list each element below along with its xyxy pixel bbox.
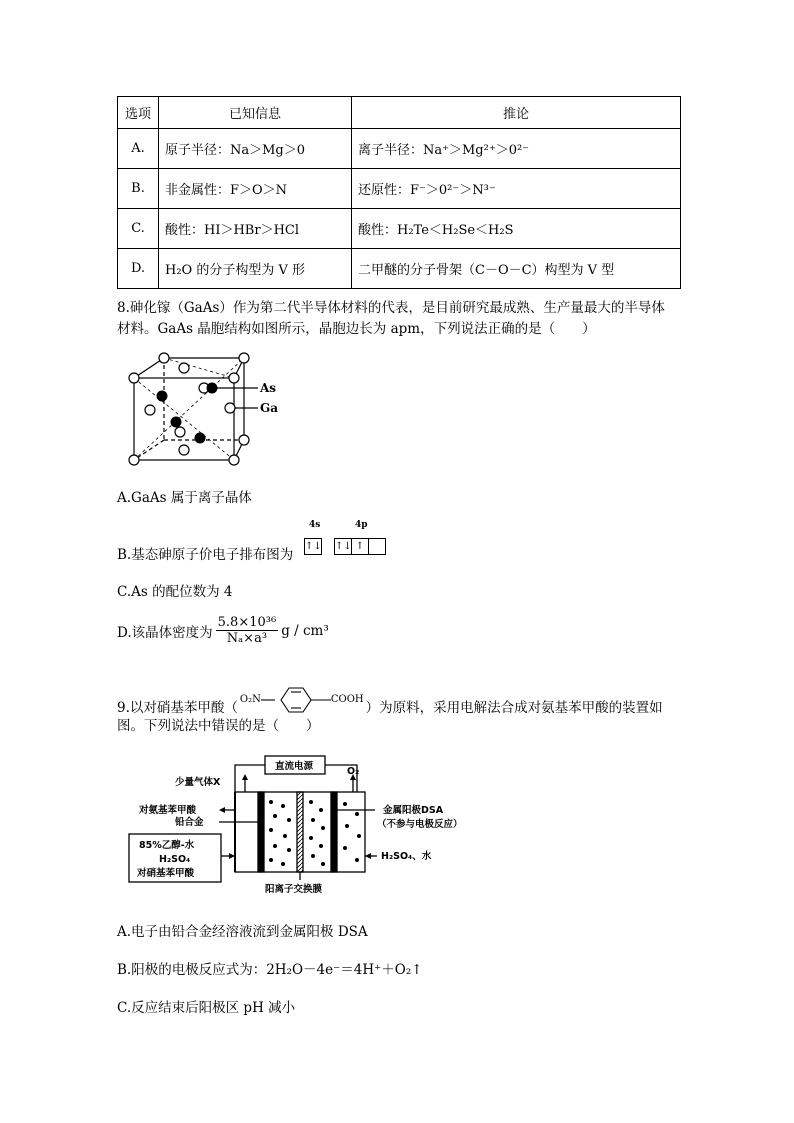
ga-atom	[179, 445, 189, 455]
label-gas-x: 少量气体X	[175, 777, 221, 788]
row-info: 酸性：HI＞HBr＞HCl	[159, 209, 352, 249]
label-anode-note: （不参与电极反应）	[377, 819, 463, 830]
table-row	[118, 169, 681, 209]
option-d-prefix: D.该晶体密度为	[117, 624, 213, 641]
label-lead-alloy: 铅合金	[175, 817, 204, 828]
row-info: 原子半径：Na＞Mg＞0	[159, 129, 352, 169]
label-membrane: 阳离子交换膜	[265, 884, 323, 895]
fraction-numerator: 5.8×10³⁶	[217, 615, 277, 630]
orbital-box-4p	[368, 538, 386, 555]
ga-atom	[229, 455, 239, 465]
table-row	[118, 249, 681, 289]
gaas-unit-cell-diagram	[120, 352, 290, 467]
label-product: 对氨基苯甲酸	[139, 805, 197, 816]
density-fraction	[216, 615, 279, 646]
q8-option-b: B.基态砷原子价电子排布图为	[117, 547, 294, 563]
row-inference: 离子半径：Na⁺＞Mg²⁺＞0²⁻	[352, 129, 681, 169]
q9-stem-pre: 9.以对硝基苯甲酸（	[117, 700, 238, 716]
as-atom	[157, 391, 168, 402]
q9-option-a: A.电子由铅合金经溶液流到金属阳极 DSA	[117, 924, 368, 940]
orbital-box-4s: ↑↓	[304, 538, 322, 555]
row-inference: 酸性：H₂Te＜H₂Se＜H₂S	[352, 209, 681, 249]
ga-atom	[129, 373, 139, 383]
table-row	[118, 129, 681, 169]
label-ga: Ga	[260, 401, 279, 415]
ga-atom	[239, 435, 249, 445]
orbital-box-4p: ↑	[351, 538, 369, 555]
benzene-ring-icon	[261, 686, 331, 714]
nitrobenzoic-acid-structure	[240, 686, 364, 714]
label-feed-right: H₂SO₄、水	[381, 851, 432, 862]
orbital-label-4s: 4s	[309, 520, 321, 530]
as-atom	[207, 383, 218, 394]
ga-atom	[239, 353, 249, 363]
ga-atom	[175, 427, 185, 437]
row-inference: 二甲醚的分子骨架（C－O－C）构型为 V 型	[352, 249, 681, 289]
row-info: 非金属性：F＞O＞N	[159, 169, 352, 209]
label-o2: O₂	[347, 766, 360, 777]
row-inference: 还原性：F⁻＞0²⁻＞N³⁻	[352, 169, 681, 209]
row-option: B.	[118, 169, 159, 209]
q9-stem-post: ）为原料，采用电解法合成对氨基苯甲酸的装置如	[365, 700, 663, 716]
q8-stem-line1: 8.砷化镓（GaAs）作为第二代半导体材料的代表，是目前研究最成熟、生产量最大的半导体	[117, 300, 665, 316]
row-option: A.	[118, 129, 159, 169]
ga-atom	[159, 353, 169, 363]
fraction-denominator: Nₐ×a³	[226, 631, 268, 646]
struct-nitro-group: O₂N	[239, 694, 261, 705]
label-power-supply: 直流电源	[275, 761, 314, 772]
header-known-info: 已知信息	[159, 97, 352, 129]
q8-option-d	[117, 615, 329, 646]
ga-atom	[229, 373, 239, 383]
density-unit: g / cm³	[281, 622, 329, 639]
q9-stem-line2: 图。下列说法中错误的是（ ）	[117, 718, 320, 734]
row-info: H₂O 的分子构型为 V 形	[159, 249, 352, 289]
q8-option-a: A.GaAs 属于离子晶体	[117, 490, 252, 506]
label-anode: 金属阳极DSA	[383, 805, 444, 816]
ga-atom	[129, 455, 139, 465]
table-header-row	[118, 97, 681, 129]
q8-option-c: C.As 的配位数为 4	[117, 584, 233, 600]
ga-atom	[179, 363, 189, 373]
header-option: 选项	[118, 97, 159, 129]
row-option: D.	[118, 249, 159, 289]
q9-option-b: B.阳极的电极反应式为：2H₂O－4e⁻＝4H⁺＋O₂↑	[117, 962, 423, 978]
label-feed-line3: 对硝基苯甲酸	[137, 868, 195, 879]
label-as: As	[260, 381, 277, 395]
info-table	[117, 96, 681, 289]
row-option: C.	[118, 209, 159, 249]
ga-atom	[145, 405, 155, 415]
orbital-diagram	[305, 520, 395, 560]
orbital-label-4p: 4p	[355, 520, 368, 530]
as-atom	[195, 433, 206, 444]
header-inference: 推论	[352, 97, 681, 129]
table-row	[118, 209, 681, 249]
struct-carboxyl-group: COOH	[330, 694, 364, 705]
electrolysis-cell-diagram	[125, 752, 485, 902]
ga-atom	[225, 403, 235, 413]
orbital-box-4p: ↑↓	[334, 538, 352, 555]
q9-option-c: C.反应结束后阳极区 pH 减小	[117, 1000, 296, 1016]
label-feed-line2: H₂SO₄	[159, 854, 191, 865]
as-atom	[171, 417, 182, 428]
q8-stem-line2: 材料。GaAs 晶胞结构如图所示，晶胞边长为 apm，下列说法正确的是（ ）	[117, 321, 596, 337]
label-feed-line1: 85%乙醇-水	[139, 840, 195, 851]
